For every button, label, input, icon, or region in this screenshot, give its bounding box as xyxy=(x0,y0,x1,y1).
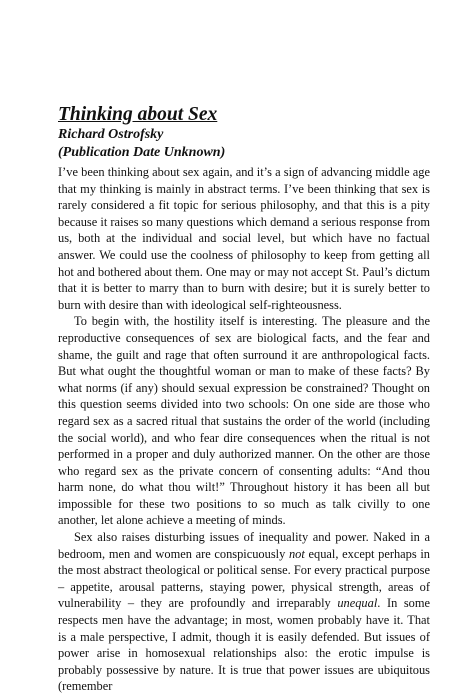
publication-date: (Publication Date Unknown) xyxy=(58,145,226,160)
emphasis-text: unequal xyxy=(337,596,378,611)
author-name: Richard Ostrofsky xyxy=(58,127,164,142)
body-paragraph xyxy=(58,529,430,695)
body-paragraph xyxy=(58,313,430,529)
document-body xyxy=(58,164,430,695)
document-header xyxy=(58,104,428,162)
document-title: Thinking about Sex xyxy=(58,104,218,125)
paragraph-text: . In some respects men have the advantage; in most, women probably have it. That is a male perspective, I admit, though it is easily defended. But issues of power arise in homosexual relationships also: the erotic impulse is probably possessive by nature. It is true that power issues are ubiquitous (remember xyxy=(58,596,431,694)
paragraph-text: Sex also raises disturbing issues of inequality and power. Naked in a bedroom, men and women are conspicuously xyxy=(58,530,430,561)
paragraph-text: I’ve been thinking about sex again, and it’s a sign of advancing middle age that my thinking is mainly in abstract terms. I’ve been thinking that sex is rarely considered a fit topic for serious philosophy, and that this is a pity because it raises so many questions which demand a serious response from us, both at the individual and social level, but which have no factual answer. We could use the coolness of philosophy to keep from getting all hot and bothered about them. One may or may not accept St. Paul’s dictum that it is better to marry than to burn with desire; but it is surely better to burn with desire than with ideological self-righteousness. xyxy=(58,165,430,312)
emphasis-text: not xyxy=(288,546,305,561)
paragraph-text: equal, except perhaps in the most abstract theological or political sense. For every practical purpose – appetite, arousal patterns, staying power, physical strength, areas of vulnerability – they are profoundly and irreparably xyxy=(58,546,431,611)
body-paragraph xyxy=(58,164,430,313)
paragraph-text: To begin with, the hostility itself is interesting. The pleasure and the reproductive consequences of sex are biological facts, and the fear and shame, the guilt and rage that often surround it are anthropological facts. But what ought the thoughtful woman or man to make of these facts? By what norms (if any) should sexual expression be constrained? Thought on this question seems divided into two schools: On one side are those who regard sex as a sacred ritual that sustains the order of the world (including the social world), and who fear dire consequences when the ritual is not performed in a proper and duly authorized manner. On the other are those who regard sex as the private concern of consenting adults: “And thou harm none, do what thou wilt!” Throughout history it has been all but impossible for these two positions to so much as talk civilly to one another, let alone achieve a meeting of minds. xyxy=(58,314,430,528)
